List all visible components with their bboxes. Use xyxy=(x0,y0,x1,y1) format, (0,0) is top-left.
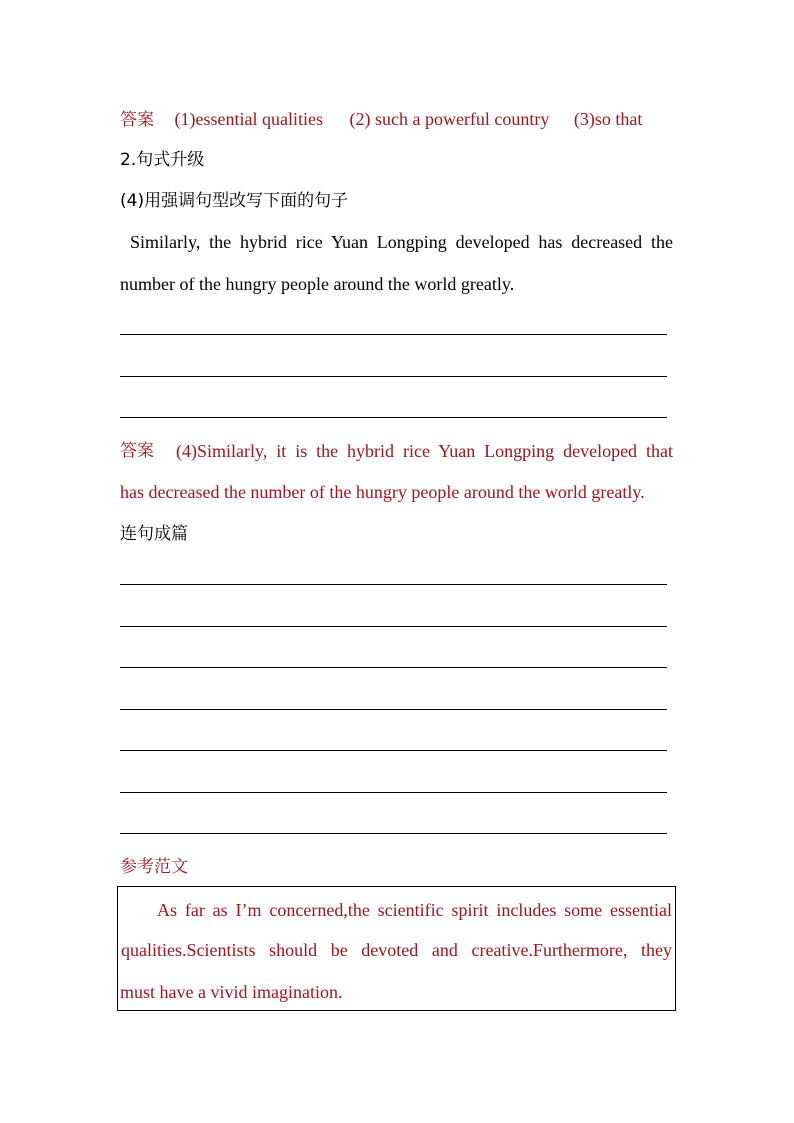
writing-line xyxy=(120,833,667,834)
sample-box xyxy=(117,886,676,1011)
sample-line1: As far as I’m concerned,the scientific spirit includes some essential xyxy=(157,900,672,920)
section2-task: (4)用强调句型改写下面的句子 xyxy=(120,191,349,211)
answer2-line2: has decreased the number of the hungry people around the world greatly. xyxy=(120,482,645,502)
writing-line xyxy=(120,626,667,627)
writing-line xyxy=(120,792,667,793)
answer1-item-3: (3)so that xyxy=(573,109,643,129)
answer2-row xyxy=(120,440,673,462)
section2-sentence-line2: number of the hungry people around the world greatly. xyxy=(120,274,515,294)
section3-title: 连句成篇 xyxy=(120,524,188,544)
writing-line xyxy=(120,709,667,710)
section2-sentence-line1: Similarly, the hybrid rice Yuan Longping developed has decreased the xyxy=(130,232,673,252)
writing-line xyxy=(120,584,667,585)
sample-line3: must have a vivid imagination. xyxy=(120,982,343,1002)
answer1-item-2: (2) such a powerful country xyxy=(349,109,550,129)
writing-line xyxy=(120,750,667,751)
answer1-row xyxy=(120,108,642,131)
answer2-line1: (4)Similarly, it is the hybrid rice Yuan Longping developed that xyxy=(176,441,673,461)
sample-line2: qualities.Scientists should be devoted and creative.Furthermore, they xyxy=(121,940,672,960)
section2-title: 2.句式升级 xyxy=(120,150,205,170)
writing-line xyxy=(120,667,667,668)
answer1-item-1: (1)essential qualities xyxy=(174,109,323,129)
sample-title: 参考范文 xyxy=(120,857,188,877)
answer-line xyxy=(120,334,667,335)
answer1-label: 答案 xyxy=(120,110,154,130)
answer-line xyxy=(120,376,667,377)
answer2-label: 答案 xyxy=(120,441,154,461)
answer-line xyxy=(120,417,667,418)
